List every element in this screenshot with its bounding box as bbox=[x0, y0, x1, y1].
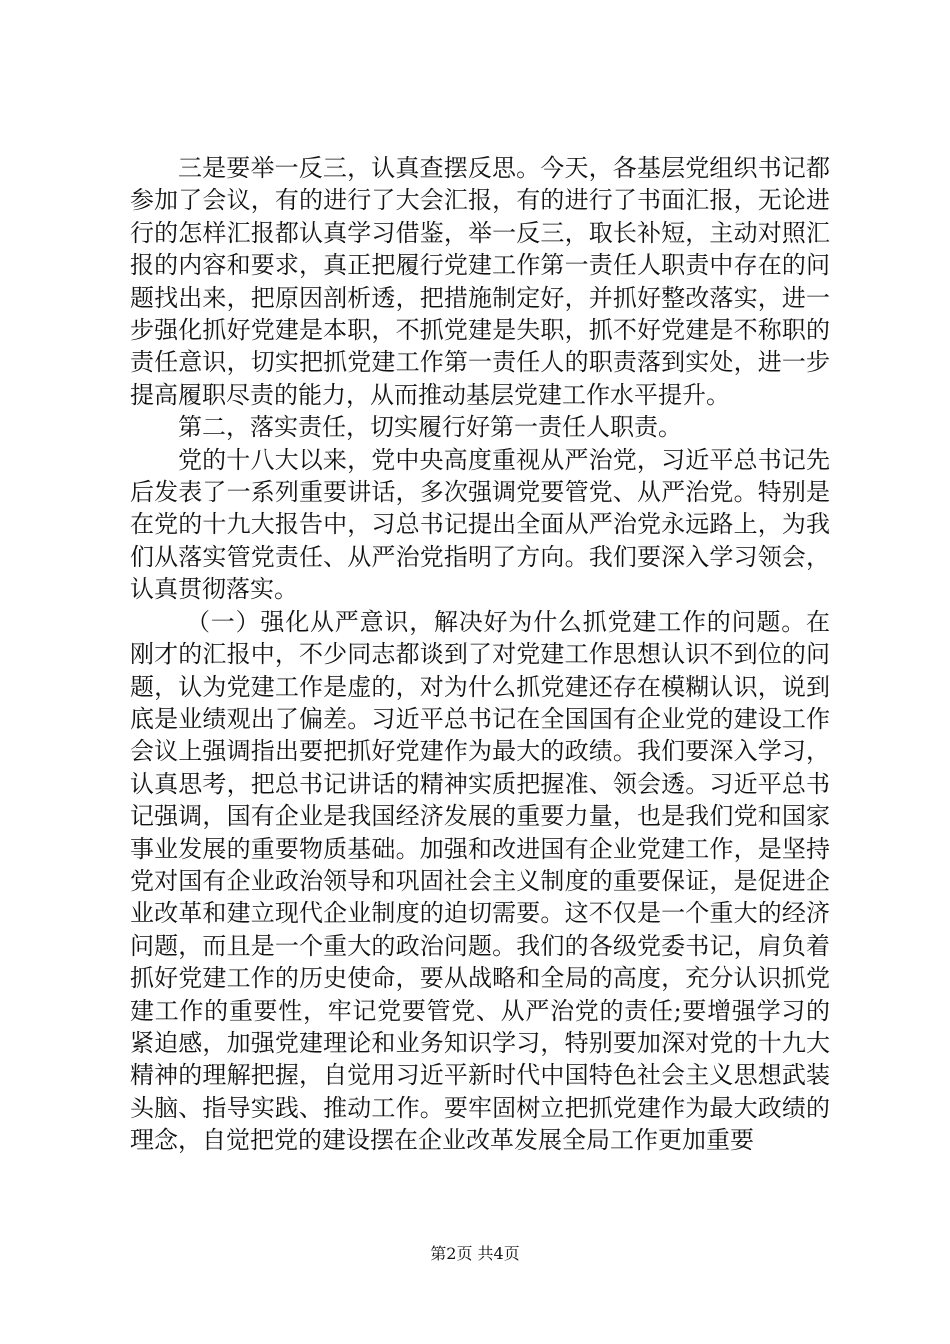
paragraph-strict-awareness: （一）强化从严意识，解决好为什么抓党建工作的问题。在刚才的汇报中，不少同志都谈到了对党建工作思想认识不到位的问题，认为党建工作是虚的，对为什么抓党建还存在模糊认识，说到底是业绩观出了偏差。习近平总书记在全国国有企业党的建设工作会议上强调指出要把抓好党建作为最大的政绩。我们要深入学习，认真思考，把总书记讲话的精神实质把握准、领会透。习近平总书记强调，国有企业是我国经济发展的重要力量，也是我们党和国家事业发展的重要物质基础。加强和改进国有企业党建工作，是坚持党对国有企业政治领导和巩固社会主义制度的重要保证，是促进企业改革和建立现代企业制度的迫切需要。这不仅是一个重大的经济问题，而且是一个重大的政治问题。我们的各级党委书记，肩负着抓好党建工作的历史使命，要从战略和全局的高度，充分认识抓党建工作的重要性，牢记党要管党、从严治党的责任;要增强学习的紧迫感，加强党建理论和业务知识学习，特别要加深对党的十九大精神的理解把握，自觉用习近平新时代中国特色社会主义思想武装头脑、指导实践、推动工作。要牢固树立把抓党建作为最大政绩的理念，自觉把党的建设摆在企业改革发展全局工作更加重要 bbox=[130, 607, 830, 1155]
document-body bbox=[130, 152, 830, 1157]
paragraph-self-reflection: 三是要举一反三，认真查摆反思。今天，各基层党组织书记都参加了会议，有的进行了大会汇报，有的进行了书面汇报，无论进行的怎样汇报都认真学习借鉴，举一反三，取长补短，主动对照汇报的内容和要求，真正把履行党建工作第一责任人职责中存在的问题找出来，把原因剖析透，把措施制定好，并抓好整改落实，进一步强化抓好党建是本职，不抓党建是失职，抓不好党建是不称职的责任意识，切实把抓党建工作第一责任人的职责落到实处，进一步提高履职尽责的能力，从而推动基层党建工作水平提升。 bbox=[130, 154, 830, 409]
page-number-footer: 第2页 共4页 bbox=[430, 1244, 520, 1263]
section-heading-responsibility: 第二，落实责任，切实履行好第一责任人职责。 bbox=[178, 413, 682, 442]
paragraph-strict-governance: 党的十八大以来，党中央高度重视从严治党，习近平总书记先后发表了一系列重要讲话，多次强调党要管党、从严治党。特别是在党的十九大报告中，习总书记提出全面从严治党永远路上，为我们从落实管党责任、从严治党指明了方向。我们要深入学习领会，认真贯彻落实。 bbox=[130, 445, 830, 604]
